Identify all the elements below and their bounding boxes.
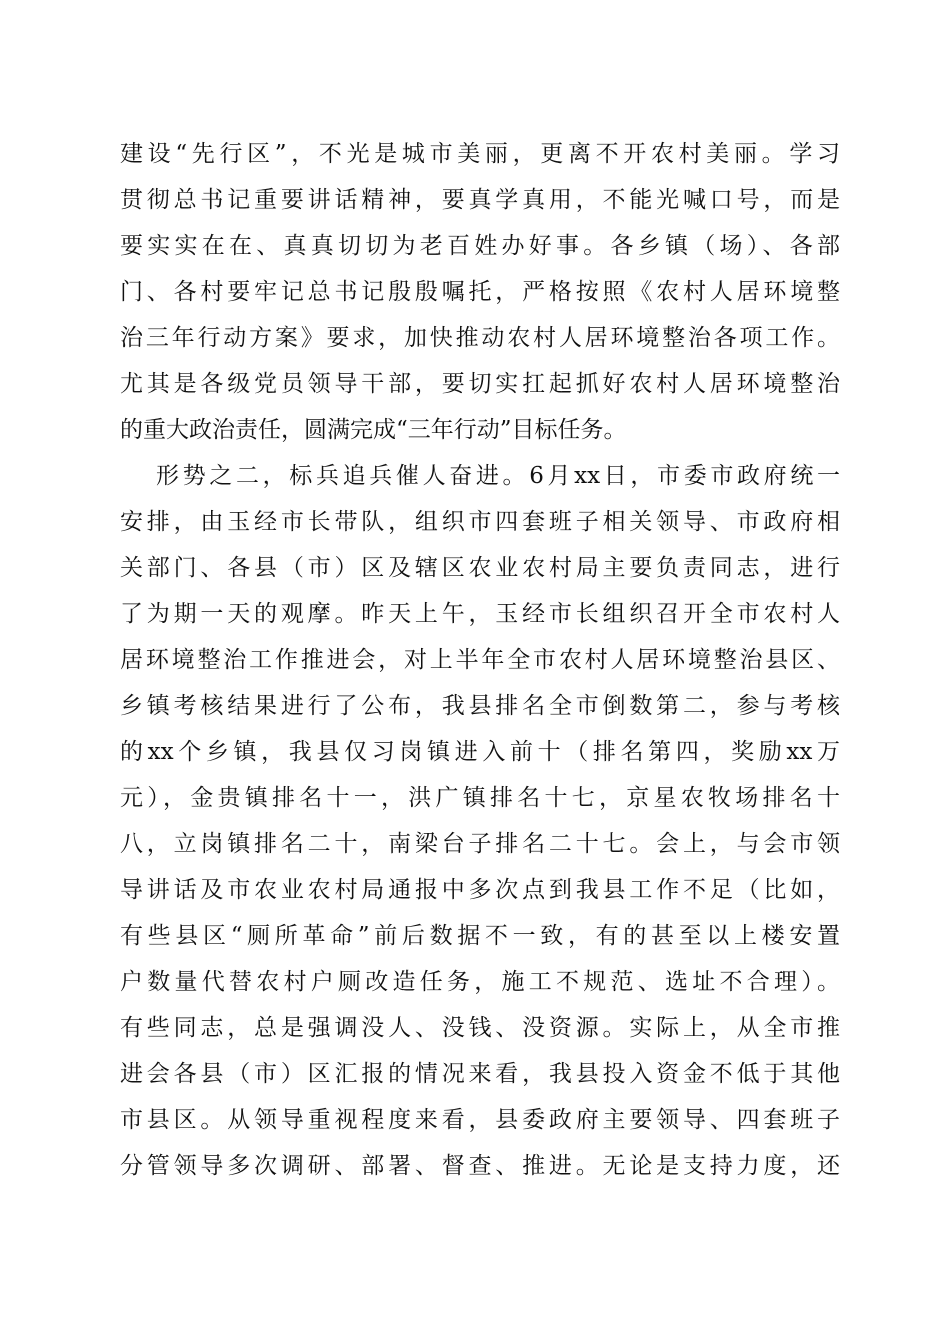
text-line: 门、各村要牢记总书记殷殷嘱托，严格按照《农村人居环境整: [120, 279, 840, 305]
paragraph-1: [120, 131, 840, 453]
text-line: 居环境整治工作推进会，对上半年全市农村人居环境整治县区、: [120, 647, 840, 673]
text-line: 分管领导多次调研、部署、督查、推进。无论是支持力度，还: [120, 1153, 840, 1179]
text-line: 贯彻总书记重要讲话精神，要真学真用，不能光喊口号，而是: [120, 187, 840, 213]
text-line: 的xx个乡镇，我县仅习岗镇进入前十（排名第四，奖励xx万: [120, 739, 840, 765]
text-line: 乡镇考核结果进行了公布，我县排名全市倒数第二，参与考核: [120, 693, 840, 719]
text-line: 关部门、各县（市）区及辖区农业农村局主要负责同志，进行: [120, 555, 840, 581]
text-line: 形势之二，标兵追兵催人奋进。6月xx日，市委市政府统一: [156, 463, 840, 489]
text-line: 元），金贵镇排名十一，洪广镇排名十七，京星农牧场排名十: [120, 785, 840, 811]
text-line: 安排，由玉经市长带队，组织市四套班子相关领导、市政府相: [120, 509, 840, 535]
text-line: 导讲话及市农业农村局通报中多次点到我县工作不足（比如，: [120, 877, 840, 903]
text-line: 尤其是各级党员领导干部，要切实扛起抓好农村人居环境整治: [120, 371, 840, 397]
text-line: 市县区。从领导重视程度来看，县委政府主要领导、四套班子: [120, 1107, 840, 1133]
paragraph-2: [120, 453, 840, 1189]
text-line: 进会各县（市）区汇报的情况来看，我县投入资金不低于其他: [120, 1061, 840, 1087]
text-line: 户数量代替农村户厕改造任务，施工不规范、选址不合理）。: [120, 969, 840, 995]
text-line: 要实实在在、真真切切为老百姓办好事。各乡镇（场）、各部: [120, 233, 840, 259]
text-line: 八，立岗镇排名二十，南梁台子排名二十七。会上，与会市领: [120, 831, 840, 857]
text-line: 有些县区“厕所革命”前后数据不一致，有的甚至以上楼安置: [120, 923, 840, 949]
body-text: [120, 131, 840, 1189]
text-line: 建设“先行区”，不光是城市美丽，更离不开农村美丽。学习: [120, 141, 840, 167]
text-line: 了为期一天的观摩。昨天上午，玉经市长组织召开全市农村人: [120, 601, 840, 627]
text-line: 的重大政治责任，圆满完成“三年行动”目标任务。: [120, 417, 627, 443]
text-line: 有些同志，总是强调没人、没钱、没资源。实际上，从全市推: [120, 1015, 840, 1041]
text-line: 治三年行动方案》要求，加快推动农村人居环境整治各项工作。: [120, 325, 840, 351]
